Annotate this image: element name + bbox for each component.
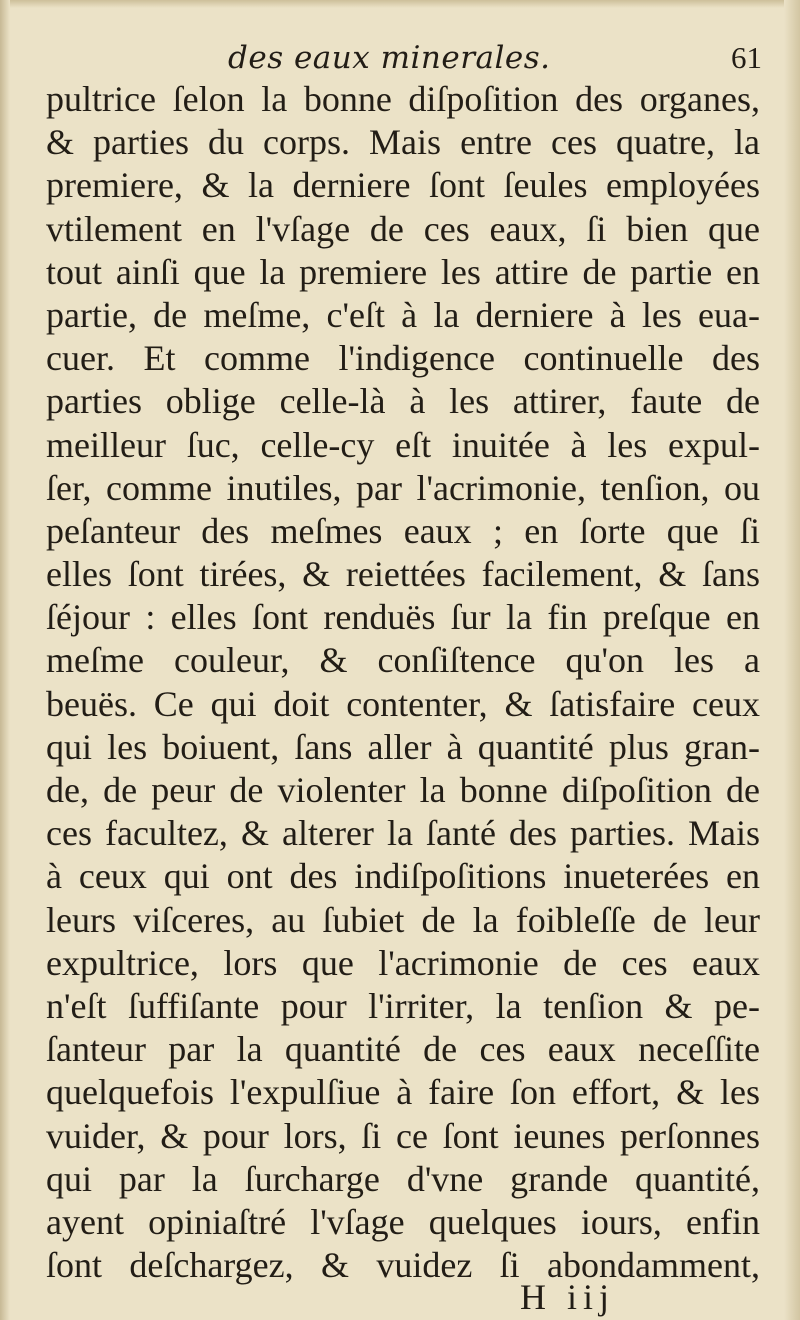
text-line: expultrice, lors que l'acrimonie de ces eaux (46, 942, 760, 983)
page-edge-left (0, 0, 10, 1320)
page-edge-right (784, 0, 800, 1320)
text-line: à ceux qui ont des indiſpoſitions inueterées en (46, 856, 760, 897)
text-line: beuës. Ce qui doit contenter, & ſatisfaire ceux (46, 683, 760, 724)
running-title: des eaux minerales. (228, 40, 551, 76)
text-line: & parties du corps. Mais entre ces quatre, la (46, 122, 760, 163)
text-line: partie, de meſme, c'eſt à la derniere à les eua- (46, 294, 760, 335)
text-line: elles ſont tirées, & reiettées facilement, & ſans (46, 554, 760, 595)
running-head (48, 34, 762, 78)
text-line: peſanteur des meſmes eaux ; en ſorte que ſi (46, 510, 760, 551)
text-line: parties oblige celle-là à les attirer, faute de (46, 381, 760, 422)
signature-mark: H iij (520, 1277, 616, 1317)
text-line: ces facultez, & alterer la ſanté des parties. Mais (46, 813, 760, 854)
text-line: n'eſt ſuffiſante pour l'irriter, la tenſion & pe- (46, 985, 760, 1026)
body-text (46, 78, 760, 1287)
text-line: de, de peur de violenter la bonne diſpoſition de (46, 770, 760, 810)
text-line: meilleur ſuc, celle-cy eſt inuitée à les expul- (46, 424, 760, 465)
text-line: vuider, & pour lors, ſi ce ſont ieunes perſonnes (46, 1115, 760, 1156)
text-line: leurs viſceres, au ſubiet de la foibleſſe de leur (46, 899, 760, 940)
text-line: quelquefois l'expulſiue à faire ſon effort, & les (46, 1072, 760, 1113)
text-line: qui par la ſurcharge d'vne grande quantité, (46, 1158, 760, 1199)
text-line: ſer, comme inutiles, par l'acrimonie, tenſion, ou (46, 467, 760, 508)
text-line: meſme couleur, & conſiſtence qu'on les a (46, 640, 760, 681)
text-line: ſont deſchargez, & vuidez ſi abondamment, (46, 1245, 760, 1286)
text-line: tout ainſi que la premiere les attire de partie en (46, 251, 760, 292)
text-line: premiere, & la derniere ſont ſeules employées (46, 165, 760, 206)
text-line: ayent opiniaſtré l'vſage quelques iours, enfin (46, 1201, 760, 1242)
page-number: 61 (731, 40, 762, 75)
text-line: cuer. Et comme l'indigence continuelle des (46, 338, 760, 379)
page-edge-top (0, 0, 800, 8)
text-line: ſéjour : elles ſont renduës ſur la fin preſque en (46, 597, 760, 638)
text-line: vtilement en l'vſage de ces eaux, ſi bien que (46, 208, 760, 249)
text-line: qui les boiuent, ſans aller à quantité plus gran- (46, 726, 760, 767)
text-line: ſanteur par la quantité de ces eaux neceſſite (46, 1029, 760, 1070)
text-line: pultrice ſelon la bonne diſpoſition des organes, (46, 79, 760, 119)
